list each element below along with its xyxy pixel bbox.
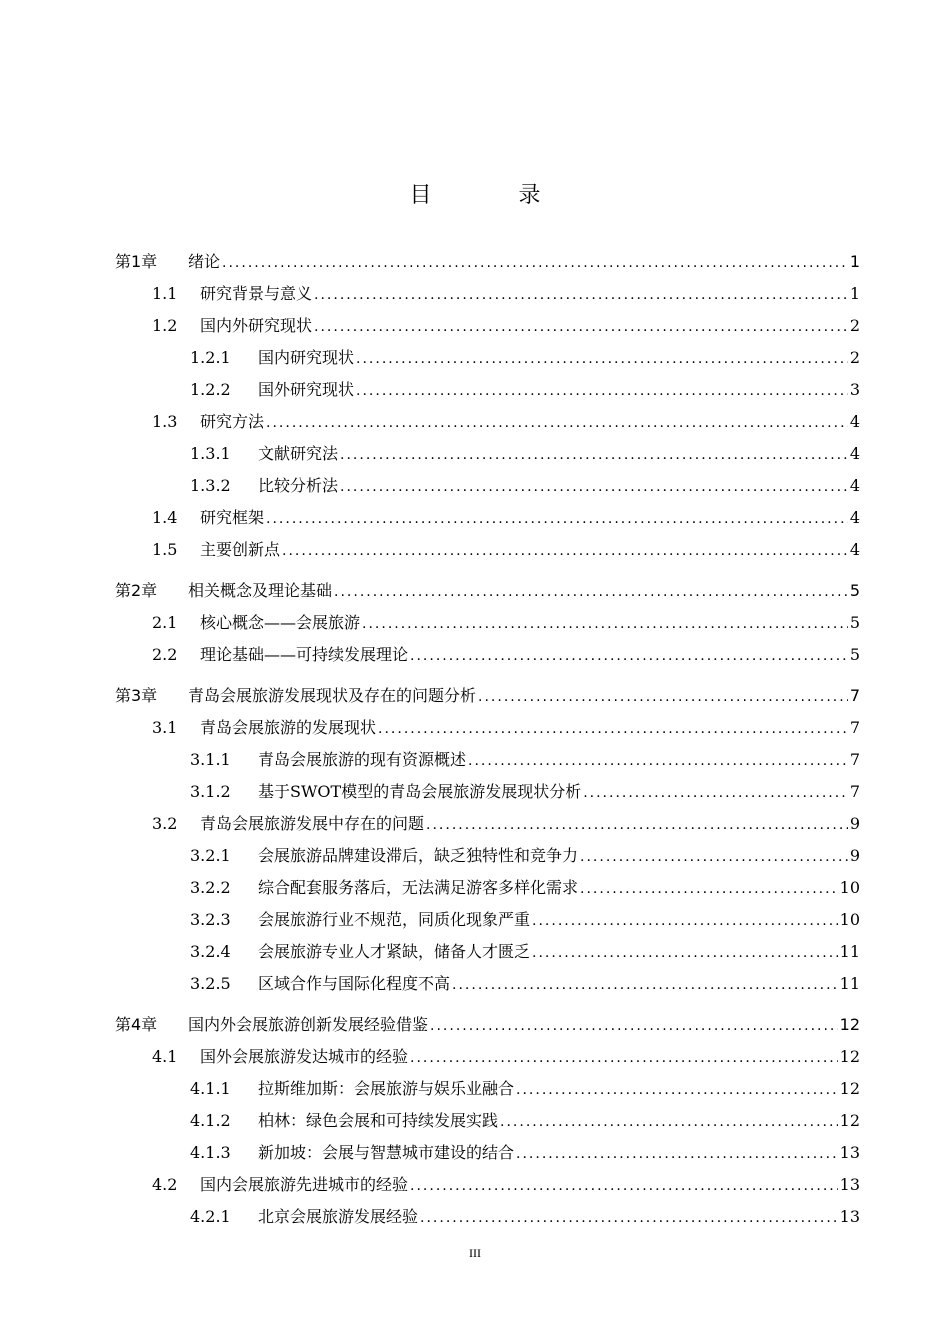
entry-page: 2: [849, 316, 860, 335]
dot-leader: [516, 1138, 838, 1170]
entry-title: 基于SWOT模型的青岛会展旅游发展现状分析: [258, 782, 582, 801]
dot-leader: [314, 311, 848, 343]
entry-page: 5: [849, 581, 860, 600]
entry-number: 1.2.1: [190, 348, 231, 367]
entry-number: 3.2: [152, 814, 178, 833]
entry-page: 7: [849, 750, 860, 769]
entry-page: 5: [849, 645, 860, 664]
entry-title: 研究框架: [200, 508, 265, 527]
entry-page: 9: [849, 814, 860, 833]
toc-entry[interactable]: [0, 470, 950, 502]
entry-number: 3.2.4: [190, 942, 231, 961]
toc-entry[interactable]: [0, 246, 950, 278]
entry-page: 4: [849, 412, 860, 431]
dot-leader: [583, 777, 848, 809]
entry-number: 1.3.2: [190, 476, 231, 495]
entry-number: 2.1: [152, 613, 178, 632]
entry-title: 理论基础——可持续发展理论: [200, 645, 409, 664]
toc-entry[interactable]: [0, 438, 950, 470]
entry-number: 3.2.1: [190, 846, 231, 865]
entry-page: 4: [849, 476, 860, 495]
dot-leader: [532, 937, 838, 969]
entry-page: 2: [849, 348, 860, 367]
toc-entry[interactable]: [0, 342, 950, 374]
entry-page: 12: [839, 1111, 860, 1130]
dot-leader: [340, 471, 848, 503]
entry-number: 3.2.3: [190, 910, 231, 929]
entry-number: 第2章: [115, 581, 158, 600]
dot-leader: [516, 1074, 838, 1106]
entry-number: 2.2: [152, 645, 178, 664]
entry-page: 11: [839, 974, 860, 993]
toc-entry[interactable]: [0, 1201, 950, 1233]
entry-title: 国内外会展旅游创新发展经验借鉴: [188, 1015, 429, 1034]
entry-page: 9: [849, 846, 860, 865]
entry-page: 4: [849, 508, 860, 527]
entry-page: 4: [849, 444, 860, 463]
dot-leader: [580, 841, 848, 873]
dot-leader: [282, 535, 848, 567]
dot-leader: [420, 1202, 838, 1234]
toc-entry[interactable]: [0, 808, 950, 840]
dot-leader: [452, 969, 838, 1001]
entry-title: 青岛会展旅游发展中存在的问题: [200, 814, 425, 833]
entry-page: 1: [849, 252, 860, 271]
dot-leader: [340, 439, 848, 471]
page-number-footer: III: [469, 1246, 481, 1260]
entry-title: 综合配套服务落后，无法满足游客多样化需求: [258, 878, 579, 897]
entry-number: 1.5: [152, 540, 178, 559]
entry-number: 第4章: [115, 1015, 158, 1034]
toc-entry[interactable]: [0, 904, 950, 936]
toc-entry[interactable]: [0, 639, 950, 671]
entry-page: 13: [839, 1207, 860, 1226]
dot-leader: [426, 809, 848, 841]
entry-number: 第1章: [115, 252, 158, 271]
entry-number: 3.2.5: [190, 974, 231, 993]
entry-number: 4.1: [152, 1047, 178, 1066]
toc-entry[interactable]: [0, 310, 950, 342]
entry-number: 1.1: [152, 284, 178, 303]
toc-entry[interactable]: [0, 534, 950, 566]
dot-leader: [314, 279, 848, 311]
entry-title: 国外研究现状: [258, 380, 355, 399]
entry-page: 7: [849, 686, 860, 705]
entry-title: 国外会展旅游发达城市的经验: [200, 1047, 409, 1066]
dot-leader: [410, 640, 848, 672]
toc-entry[interactable]: [0, 1105, 950, 1137]
toc-entry[interactable]: [0, 840, 950, 872]
entry-page: 12: [839, 1047, 860, 1066]
dot-leader: [266, 503, 848, 535]
entry-title: 主要创新点: [200, 540, 281, 559]
entry-title: 青岛会展旅游的发展现状: [200, 718, 377, 737]
entry-page: 12: [839, 1079, 860, 1098]
entry-number: 1.4: [152, 508, 178, 527]
entry-title: 拉斯维加斯：会展旅游与娱乐业融合: [258, 1079, 515, 1098]
entry-title: 研究背景与意义: [200, 284, 313, 303]
entry-number: 3.2.2: [190, 878, 231, 897]
entry-page: 13: [839, 1143, 860, 1162]
entry-title: 区域合作与国际化程度不高: [258, 974, 451, 993]
toc-entry[interactable]: [0, 1041, 950, 1073]
entry-page: 13: [839, 1175, 860, 1194]
toc-entry[interactable]: [0, 406, 950, 438]
entry-number: 4.1.3: [190, 1143, 231, 1162]
entry-title: 新加坡：会展与智慧城市建设的结合: [258, 1143, 515, 1162]
entry-number: 1.3: [152, 412, 178, 431]
entry-title: 文献研究法: [258, 444, 339, 463]
dot-leader: [410, 1042, 838, 1074]
entry-title: 青岛会展旅游发展现状及存在的问题分析: [188, 686, 477, 705]
toc-entry[interactable]: [0, 502, 950, 534]
entry-number: 1.3.1: [190, 444, 231, 463]
table-of-contents: [0, 246, 950, 1233]
dot-leader: [356, 375, 848, 407]
entry-title: 核心概念——会展旅游: [200, 613, 361, 632]
entry-title: 会展旅游品牌建设滞后，缺乏独特性和竞争力: [258, 846, 579, 865]
toc-entry[interactable]: [0, 968, 950, 1000]
entry-title: 会展旅游专业人才紧缺，储备人才匮乏: [258, 942, 531, 961]
entry-title: 柏林：绿色会展和可持续发展实践: [258, 1111, 499, 1130]
page-title: 目 录: [409, 183, 581, 208]
entry-title: 青岛会展旅游的现有资源概述: [258, 750, 467, 769]
dot-leader: [266, 407, 848, 439]
dot-leader: [430, 1010, 838, 1042]
toc-entry[interactable]: [0, 680, 950, 712]
entry-page: 3: [849, 380, 860, 399]
entry-number: 4.2.1: [190, 1207, 231, 1226]
toc-entry[interactable]: [0, 1073, 950, 1105]
entry-number: 4.2: [152, 1175, 178, 1194]
toc-entry[interactable]: [0, 374, 950, 406]
entry-number: 3.1.2: [190, 782, 231, 801]
dot-leader: [362, 608, 848, 640]
entry-page: 1: [849, 284, 860, 303]
entry-page: 11: [839, 942, 860, 961]
entry-number: 1.2: [152, 316, 178, 335]
entry-title: 国内会展旅游先进城市的经验: [200, 1175, 409, 1194]
toc-entry[interactable]: [0, 1009, 950, 1041]
dot-leader: [500, 1106, 838, 1138]
entry-title: 相关概念及理论基础: [188, 581, 333, 600]
dot-leader: [334, 576, 848, 608]
dot-leader: [356, 343, 848, 375]
entry-page: 10: [839, 910, 860, 929]
entry-number: 3.1.1: [190, 750, 231, 769]
entry-title: 会展旅游行业不规范，同质化现象严重: [258, 910, 531, 929]
dot-leader: [468, 745, 848, 777]
dot-leader: [478, 681, 848, 713]
entry-title: 研究方法: [200, 412, 265, 431]
entry-page: 4: [849, 540, 860, 559]
entry-number: 3.1: [152, 718, 178, 737]
toc-entry[interactable]: [0, 744, 950, 776]
entry-page: 7: [849, 782, 860, 801]
entry-number: 1.2.2: [190, 380, 231, 399]
entry-title: 国内外研究现状: [200, 316, 313, 335]
entry-number: 4.1.2: [190, 1111, 231, 1130]
dot-leader: [580, 873, 838, 905]
dot-leader: [222, 247, 848, 279]
dot-leader: [410, 1170, 838, 1202]
toc-entry[interactable]: [0, 936, 950, 968]
dot-leader: [532, 905, 838, 937]
toc-entry[interactable]: [0, 1169, 950, 1201]
entry-number: 第3章: [115, 686, 158, 705]
entry-page: 5: [849, 613, 860, 632]
entry-title: 国内研究现状: [258, 348, 355, 367]
dot-leader: [378, 713, 848, 745]
toc-entry[interactable]: [0, 712, 950, 744]
entry-title: 绪论: [188, 252, 221, 271]
entry-page: 12: [839, 1015, 860, 1034]
toc-entry[interactable]: [0, 776, 950, 808]
entry-title: 比较分析法: [258, 476, 339, 495]
entry-title: 北京会展旅游发展经验: [258, 1207, 419, 1226]
toc-entry[interactable]: [0, 278, 950, 310]
toc-entry[interactable]: [0, 575, 950, 607]
entry-page: 10: [839, 878, 860, 897]
toc-entry[interactable]: [0, 607, 950, 639]
entry-number: 4.1.1: [190, 1079, 231, 1098]
toc-entry[interactable]: [0, 872, 950, 904]
toc-entry[interactable]: [0, 1137, 950, 1169]
entry-page: 7: [849, 718, 860, 737]
